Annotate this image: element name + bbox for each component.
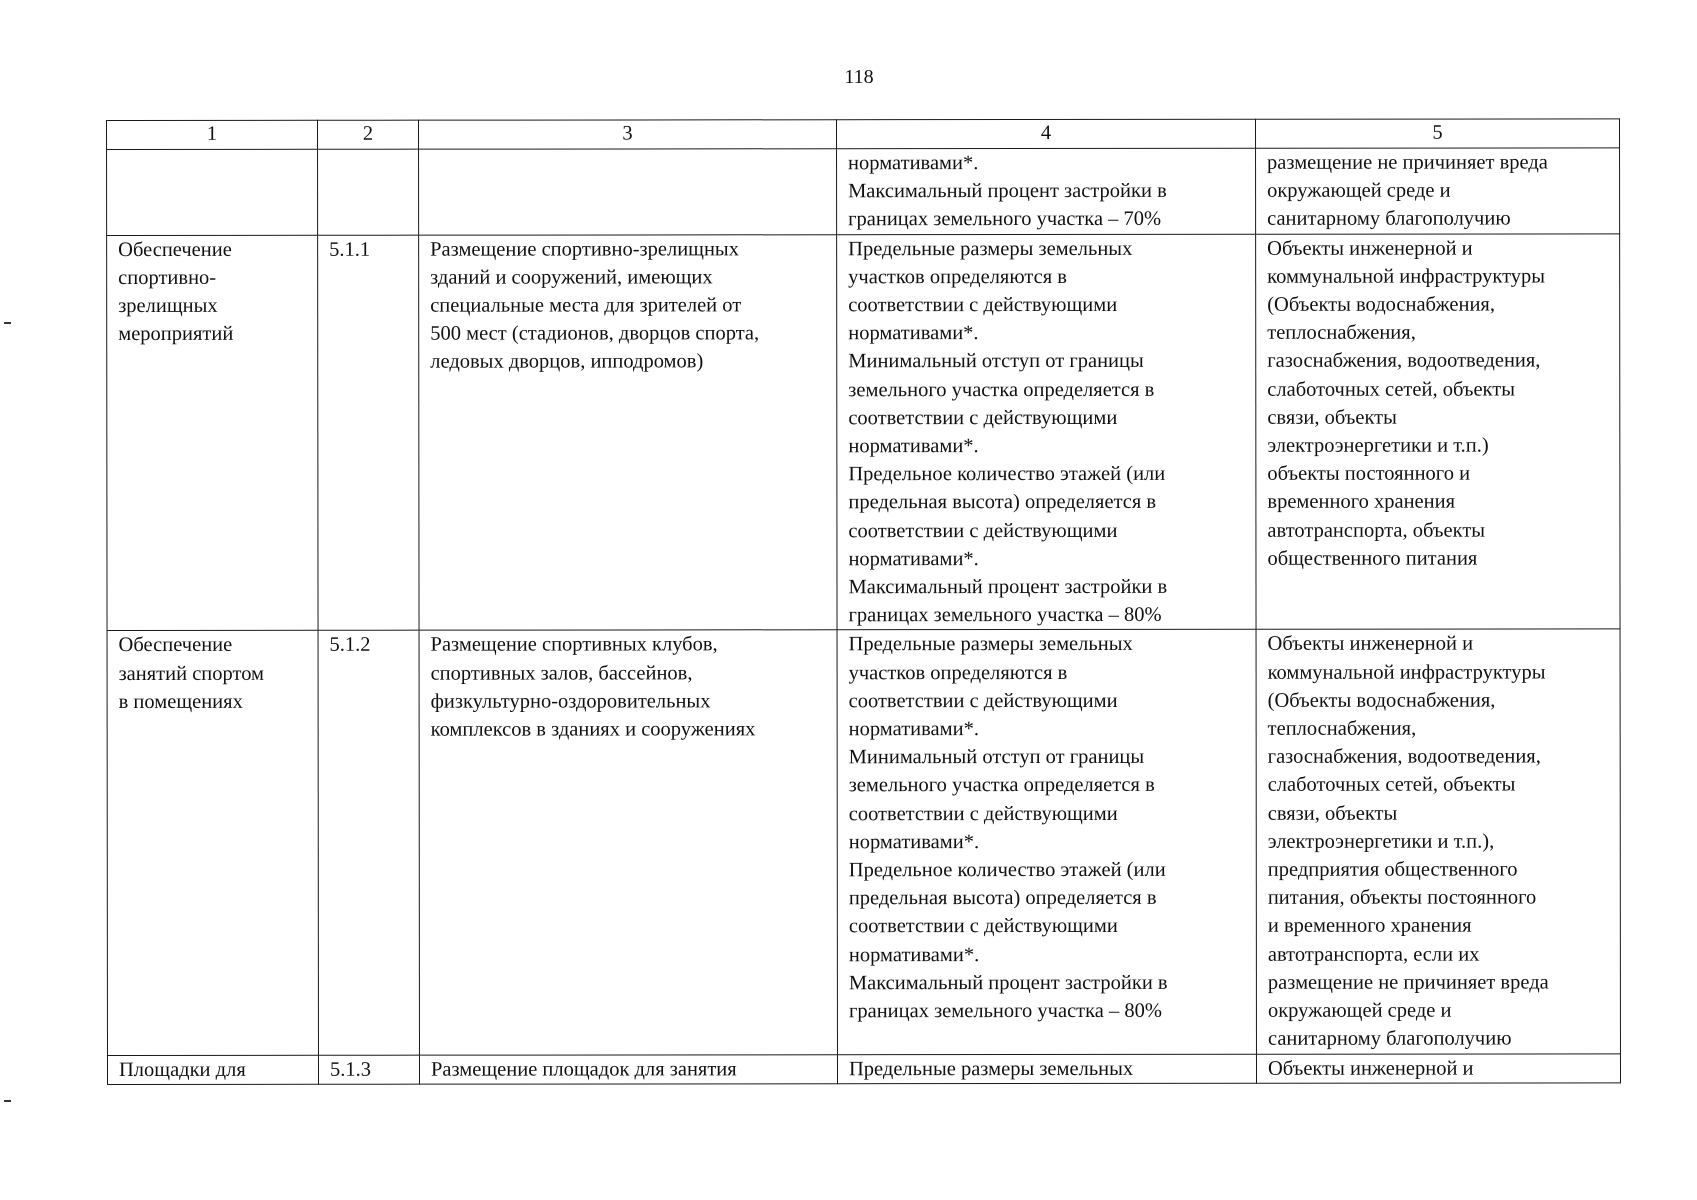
- text-line: Предельное количество этажей (или: [848, 463, 1166, 486]
- text-line: соответствии с действующими: [848, 689, 1118, 713]
- text-line: коммунальной инфраструктуры: [1267, 265, 1546, 288]
- header-cell-4: 4: [837, 119, 1256, 148]
- cell-description: [419, 1054, 837, 1084]
- text-line: соответствии с действующими: [848, 915, 1118, 938]
- cell-auxiliary: [1256, 148, 1620, 234]
- text-line: Объекты инженерной и: [1267, 237, 1473, 260]
- text-line: (Объекты водоснабжения,: [1267, 689, 1496, 712]
- text-line: питания, объекты постоянного: [1267, 886, 1537, 910]
- text-line: Объекты инженерной и: [1267, 633, 1474, 656]
- text-line: соответствии с действующими: [848, 293, 1118, 317]
- cell-description: [419, 234, 837, 630]
- cell-auxiliary: [1256, 1053, 1620, 1083]
- text-line: Максимальный процент застройки в: [848, 971, 1168, 995]
- text-line: слаботочных сетей, объекты: [1267, 378, 1515, 401]
- text-line: электроэнергетики и т.п.): [1267, 434, 1489, 457]
- text-line: теплоснабжения,: [1267, 717, 1417, 740]
- table-row: [107, 629, 1620, 1055]
- text-line: спортивно-: [118, 266, 217, 289]
- text-line: Предельные размеры земельных: [848, 237, 1133, 260]
- text-line: участков определяются в: [848, 661, 1068, 684]
- text-line: окружающей среде и: [1267, 999, 1452, 1022]
- text-line: теплоснабжения,: [1267, 321, 1416, 345]
- text-line: связи, объекты: [1267, 802, 1398, 825]
- text-line: Предельные размеры земельных: [848, 1057, 1134, 1080]
- text-line: соответствии с действующими: [848, 406, 1118, 430]
- table-row-continuation: [107, 148, 1620, 235]
- table-row: [107, 234, 1620, 631]
- text-line: Максимальный процент застройки в: [848, 575, 1168, 599]
- table-row: [107, 1053, 1620, 1084]
- text-line: Размещение спортивных клубов,: [430, 633, 718, 657]
- text-line: нормативами*.: [848, 152, 979, 175]
- cell-parameters: [837, 148, 1256, 234]
- text-line: Обеспечение: [118, 238, 232, 261]
- text-line: земельного участка определяется в: [848, 378, 1155, 401]
- land-use-table: [106, 118, 1621, 1084]
- text-line: физкультурно-оздоровительных: [430, 690, 711, 713]
- cell-parameters: [837, 630, 1256, 1054]
- text-line: нормативами*.: [848, 830, 980, 854]
- cell-name: [107, 631, 318, 1055]
- text-line: связи, объекты: [1267, 406, 1397, 429]
- text-line: коммунальной инфраструктуры: [1267, 661, 1546, 684]
- text-line: Обеспечение: [118, 634, 233, 657]
- text-line: спортивных залов, бассейнов,: [430, 662, 693, 685]
- text-line: мероприятий: [118, 323, 234, 346]
- text-line: Предельное количество этажей (или: [848, 858, 1166, 882]
- text-line: временного хранения: [1267, 491, 1456, 514]
- text-line: предельная высота) определяется в: [848, 491, 1157, 514]
- cell-auxiliary: [1256, 234, 1620, 630]
- text-line: электроэнергетики и т.п.),: [1267, 830, 1495, 853]
- text-line: зрелищных: [118, 294, 218, 318]
- cell-name: [107, 235, 318, 631]
- text-line: в помещениях: [118, 690, 243, 713]
- text-line: ледовых дворцов, ипподромов): [430, 350, 704, 374]
- cell-parameters: [837, 234, 1256, 630]
- cell-parameters: [837, 1054, 1256, 1084]
- text-line: Предельные размеры земельных: [848, 633, 1133, 656]
- cell-code: [318, 149, 419, 235]
- text-line: Размещение спортивно-зрелищных: [430, 237, 739, 261]
- text-line: специальные места для зрителей от: [430, 294, 742, 317]
- text-line: Площадки для: [118, 1058, 246, 1081]
- text-line: Объекты инженерной и: [1267, 1057, 1474, 1080]
- text-line: размещение не причиняет вреда: [1267, 151, 1548, 174]
- text-line: газоснабжения, водоотведения,: [1267, 745, 1541, 769]
- text-line: санитарному благополучию: [1267, 207, 1511, 231]
- text-line: участков определяются в: [848, 265, 1067, 289]
- text-line: нормативами*.: [848, 322, 979, 345]
- text-line: занятий спортом: [118, 662, 265, 685]
- scan-edge-mark: [4, 322, 11, 324]
- text-line: Минимальный отступ от границы: [848, 350, 1144, 373]
- text-line: земельного участка определяется в: [848, 774, 1155, 797]
- text-line: (Объекты водоснабжения,: [1267, 293, 1495, 316]
- text-line: газоснабжения, водоотведения,: [1267, 349, 1541, 373]
- text-line: санитарному благополучию: [1267, 1027, 1512, 1051]
- text-line: слаботочных сетей, объекты: [1267, 773, 1516, 797]
- text-line: Максимальный процент застройки в: [848, 180, 1167, 203]
- text-line: нормативами*.: [848, 718, 979, 741]
- cell-code: 5.1.2: [318, 631, 419, 1055]
- text-line: соответствии с действующими: [848, 802, 1118, 825]
- text-line: общественного питания: [1267, 547, 1478, 570]
- text-line: комплексов в зданиях и сооружениях: [430, 718, 756, 741]
- header-cell-2: 2: [318, 120, 419, 149]
- cell-description: [419, 630, 837, 1054]
- cell-name: [107, 1055, 318, 1084]
- header-cell-1: 1: [107, 120, 318, 149]
- text-line: автотранспорта, если их: [1267, 943, 1480, 966]
- text-line: и временного хранения: [1267, 915, 1472, 938]
- text-line: 500 мест (стадионов, дворцов спорта,: [430, 322, 760, 345]
- page-number: 118: [844, 66, 874, 88]
- text-line: Минимальный отступ от границы: [848, 746, 1145, 769]
- text-line: зданий и сооружений, имеющих: [430, 266, 713, 289]
- cell-code: 5.1.1: [318, 235, 419, 631]
- scan-edge-mark: [4, 1100, 11, 1102]
- text-line: объекты постоянного и: [1267, 462, 1471, 486]
- text-line: соответствии с действующими: [848, 519, 1118, 542]
- header-cell-5: 5: [1255, 119, 1619, 148]
- header-row: [107, 119, 1620, 150]
- text-line: границах земельного участка – 70%: [848, 208, 1162, 231]
- text-line: предельная высота) определяется в: [848, 887, 1157, 910]
- cell-auxiliary: [1256, 629, 1620, 1053]
- text-line: окружающей среде и: [1267, 179, 1451, 202]
- text-line: размещение не причиняет вреда: [1267, 971, 1549, 994]
- text-line: нормативами*.: [848, 547, 979, 571]
- cell-code: 5.1.3: [318, 1055, 419, 1084]
- text-line: границах земельного участка – 80%: [848, 604, 1162, 627]
- cell-description: [419, 149, 837, 235]
- text-line: предприятия общественного: [1267, 858, 1518, 881]
- text-line: нормативами*.: [848, 435, 979, 458]
- text-line: границах земельного участка – 80%: [848, 999, 1162, 1023]
- header-cell-3: 3: [419, 120, 837, 149]
- text-line: автотранспорта, объекты: [1267, 519, 1486, 542]
- text-line: нормативами*.: [848, 943, 980, 966]
- text-line: Размещение площадок для занятия: [430, 1057, 737, 1081]
- cell-name: [107, 149, 318, 235]
